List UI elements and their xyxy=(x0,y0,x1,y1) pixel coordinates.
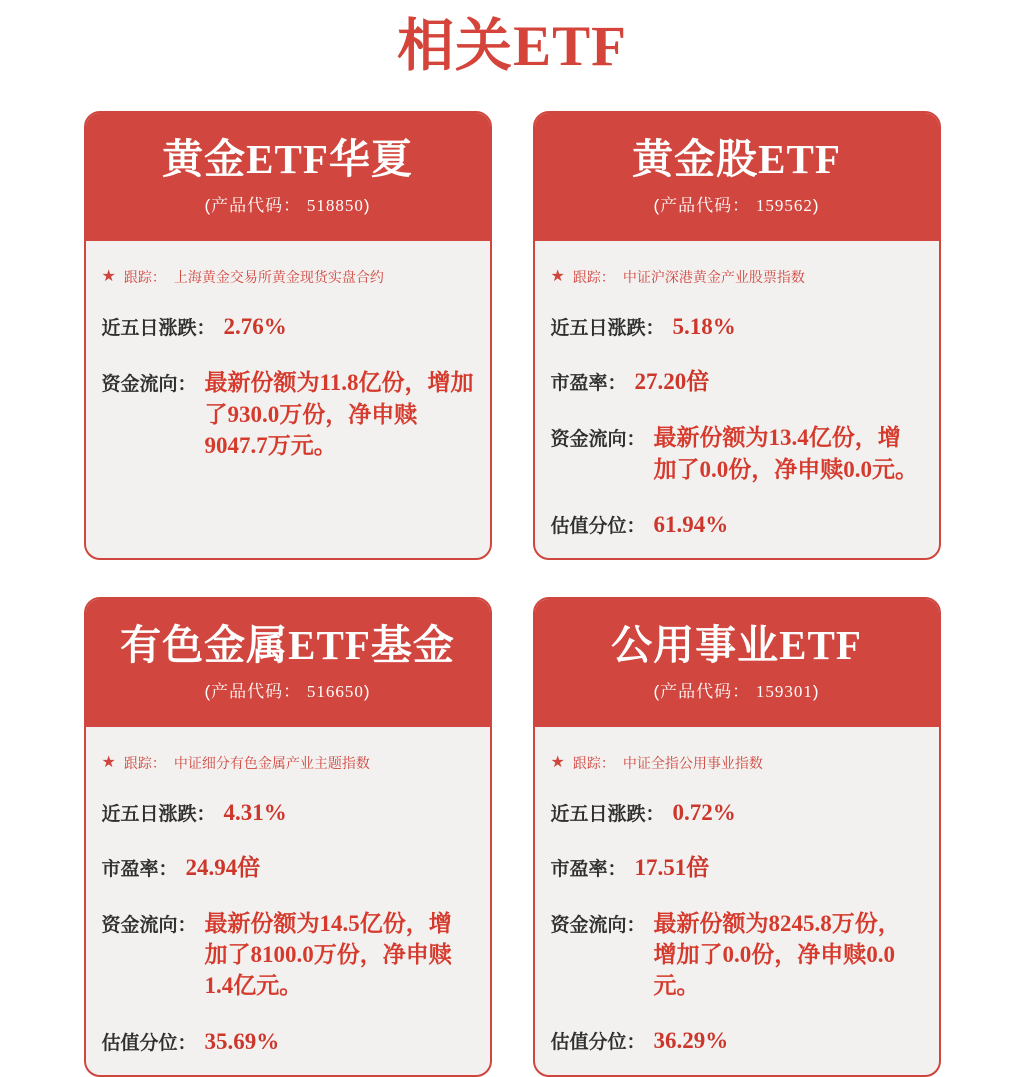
change-row xyxy=(102,798,474,828)
card-header xyxy=(535,599,939,727)
fund-flow-label: 资金流向： xyxy=(101,374,197,396)
pe-value: 17.51倍 xyxy=(634,853,710,880)
tracking-row xyxy=(551,267,923,287)
etf-name: 黄金ETF华夏 xyxy=(162,136,413,183)
pe-label: 市盈率： xyxy=(550,373,627,395)
star-icon: ★ xyxy=(550,753,565,771)
fund-flow-label: 资金流向： xyxy=(550,914,646,936)
change-value: 4.31% xyxy=(223,799,287,825)
tracking-index: 中证全指公用事业指数 xyxy=(622,754,763,771)
change-label: 近五日涨跌： xyxy=(101,318,216,340)
fund-flow-label: 资金流向： xyxy=(101,914,197,936)
star-icon: ★ xyxy=(101,753,116,771)
pe-value: 27.20倍 xyxy=(634,368,710,395)
card-body xyxy=(86,241,490,557)
valuation-percentile-row xyxy=(551,510,923,540)
tracking-row xyxy=(102,267,474,287)
card-body xyxy=(535,727,939,1075)
pe-label: 市盈率： xyxy=(101,858,178,880)
tracking-row xyxy=(102,753,474,773)
change-row xyxy=(102,312,474,342)
change-label: 近五日涨跌： xyxy=(550,318,665,340)
valuation-percentile-value: 61.94% xyxy=(653,511,729,537)
valuation-percentile-value: 35.69% xyxy=(204,1028,280,1054)
pe-value: 24.94倍 xyxy=(185,853,261,880)
fund-flow-value: 最新份额为13.4亿份，增加了0.0份，净申赎0.0元。 xyxy=(653,424,919,482)
etf-card-youse-jinshu-etf xyxy=(84,597,492,1077)
card-header xyxy=(86,113,490,241)
pe-row xyxy=(102,853,474,883)
tracking-index: 中证细分有色金属产业主题指数 xyxy=(173,754,370,771)
change-value: 5.18% xyxy=(672,314,736,340)
fund-flow-value: 最新份额为11.8亿份，增加了930.0万份，净申赎9047.7万元。 xyxy=(204,369,474,458)
tracking-label: 跟踪： xyxy=(572,754,615,771)
tracking-label: 跟踪： xyxy=(123,754,166,771)
change-row xyxy=(551,798,923,828)
etf-card-grid xyxy=(0,111,1024,1076)
card-body xyxy=(86,727,490,1075)
fund-flow-value: 最新份额为8245.8万份，增加了0.0份，净申赎0.0元。 xyxy=(653,909,901,999)
tracking-index: 上海黄金交易所黄金现货实盘合约 xyxy=(173,269,384,286)
fund-flow-label: 资金流向： xyxy=(550,429,646,451)
valuation-percentile-row xyxy=(551,1026,923,1056)
change-value: 2.76% xyxy=(223,314,287,340)
card-header xyxy=(535,113,939,241)
valuation-percentile-label: 估值分位： xyxy=(550,515,646,537)
change-row xyxy=(551,312,923,342)
valuation-percentile-label: 估值分位： xyxy=(101,1032,197,1054)
pe-row xyxy=(551,367,923,397)
fund-flow-row xyxy=(551,422,923,485)
product-code: (产品代码： 159562) xyxy=(653,196,820,216)
product-code: (产品代码： 516650) xyxy=(204,681,371,701)
pe-label: 市盈率： xyxy=(550,858,627,880)
star-icon: ★ xyxy=(101,268,116,286)
fund-flow-value: 最新份额为14.5亿份，增加了8100.0万份，净申赎1.4亿元。 xyxy=(204,909,452,999)
product-code: (产品代码： 518850) xyxy=(204,196,371,216)
etf-name: 公用事业ETF xyxy=(611,621,862,668)
tracking-index: 中证沪深港黄金产业股票指数 xyxy=(622,269,805,286)
tracking-label: 跟踪： xyxy=(572,269,615,286)
fund-flow-row xyxy=(102,908,474,1002)
fund-flow-row xyxy=(102,367,474,461)
star-icon: ★ xyxy=(550,268,565,286)
page-title: 相关ETF xyxy=(397,14,627,78)
valuation-percentile-row xyxy=(102,1027,474,1057)
valuation-percentile-label: 估值分位： xyxy=(550,1031,646,1053)
etf-card-gongyong-shiye-etf xyxy=(533,597,941,1077)
card-header xyxy=(86,599,490,727)
valuation-percentile-value: 36.29% xyxy=(653,1027,729,1053)
etf-card-huangjin-gu-etf xyxy=(533,111,941,559)
etf-name: 有色金属ETF基金 xyxy=(120,621,455,668)
tracking-label: 跟踪： xyxy=(123,269,166,286)
pe-row xyxy=(551,853,923,883)
change-label: 近五日涨跌： xyxy=(101,803,216,825)
tracking-row xyxy=(551,753,923,773)
change-label: 近五日涨跌： xyxy=(550,803,665,825)
fund-flow-row xyxy=(551,908,923,1001)
etf-card-huangjin-etf-huaxia xyxy=(84,111,492,559)
product-code: (产品代码： 159301) xyxy=(653,681,820,701)
etf-name: 黄金股ETF xyxy=(632,136,841,183)
change-value: 0.72% xyxy=(672,799,736,825)
card-body xyxy=(535,241,939,557)
